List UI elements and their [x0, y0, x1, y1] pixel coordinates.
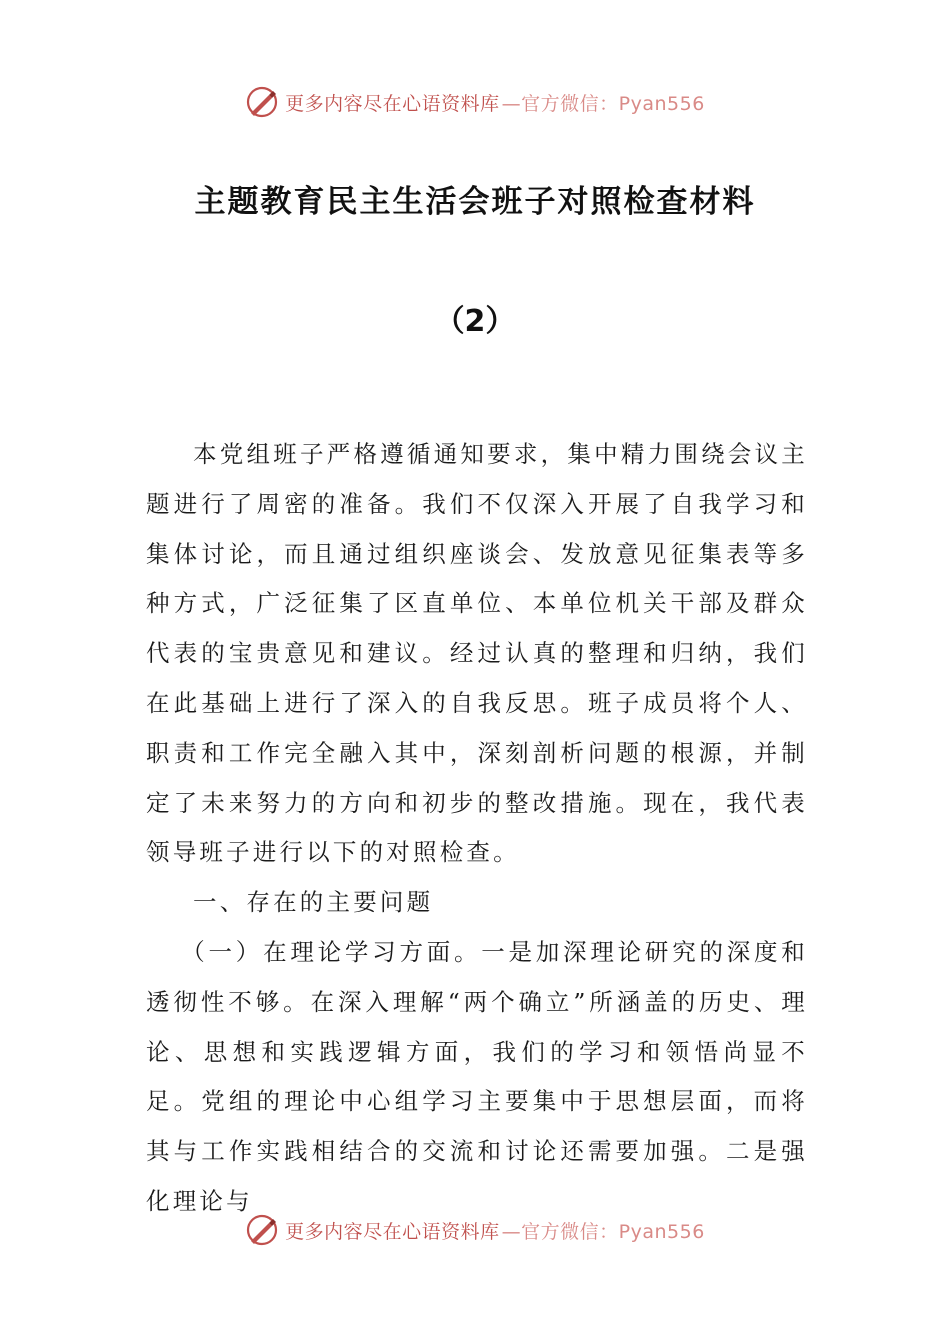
document-title: 主题教育民主生活会班子对照检查材料 [194, 184, 756, 220]
body-paragraph-intro: 本党组班子严格遵循通知要求，集中精力围绕会议主题进行了周密的准备。我们不仅深入开展了自我学习和集体讨论，而且通过组织座谈会、发放意见征集表等多种方式，广泛征集了区直单位、本单位机关干部及群众代表的宝贵意见和建议。经过认真的整理和归纳，我们在此基础上进行了深入的自我反思。班子成员将个人、职责和工作完全融入其中，深刻剖析问题的根源，并制定了未来努力的方向和初步的整改措施。现在，我代表领导班子进行以下的对照检查。 [146, 440, 808, 867]
document-subtitle: （2） [434, 304, 516, 339]
watermark-main-text: 更多内容尽在心语资料库 [285, 92, 500, 115]
pen-logo-icon [245, 85, 279, 119]
watermark-main-text: 更多内容尽在心语资料库 [285, 1220, 500, 1243]
footer-watermark [0, 1210, 950, 1250]
header-watermark [0, 82, 950, 122]
section-heading-problems: 一、存在的主要问题 [193, 888, 434, 917]
document-body [146, 430, 808, 1227]
pen-logo-icon [245, 1213, 279, 1247]
body-paragraph-theory: （一）在理论学习方面。一是加深理论研究的深度和透彻性不够。在深入理解“两个确立”所涵盖的历史、理论、思想和实践逻辑方面，我们的学习和领悟尚显不足。党组的理论中心组学习主要集中于思想层面，而将其与工作实践相结合的交流和讨论还需要加强。二是强化理论与 [146, 937, 808, 1215]
watermark-contact-text: —官方微信：Pyan556 [501, 1220, 705, 1243]
watermark-contact-text: —官方微信：Pyan556 [501, 92, 705, 115]
